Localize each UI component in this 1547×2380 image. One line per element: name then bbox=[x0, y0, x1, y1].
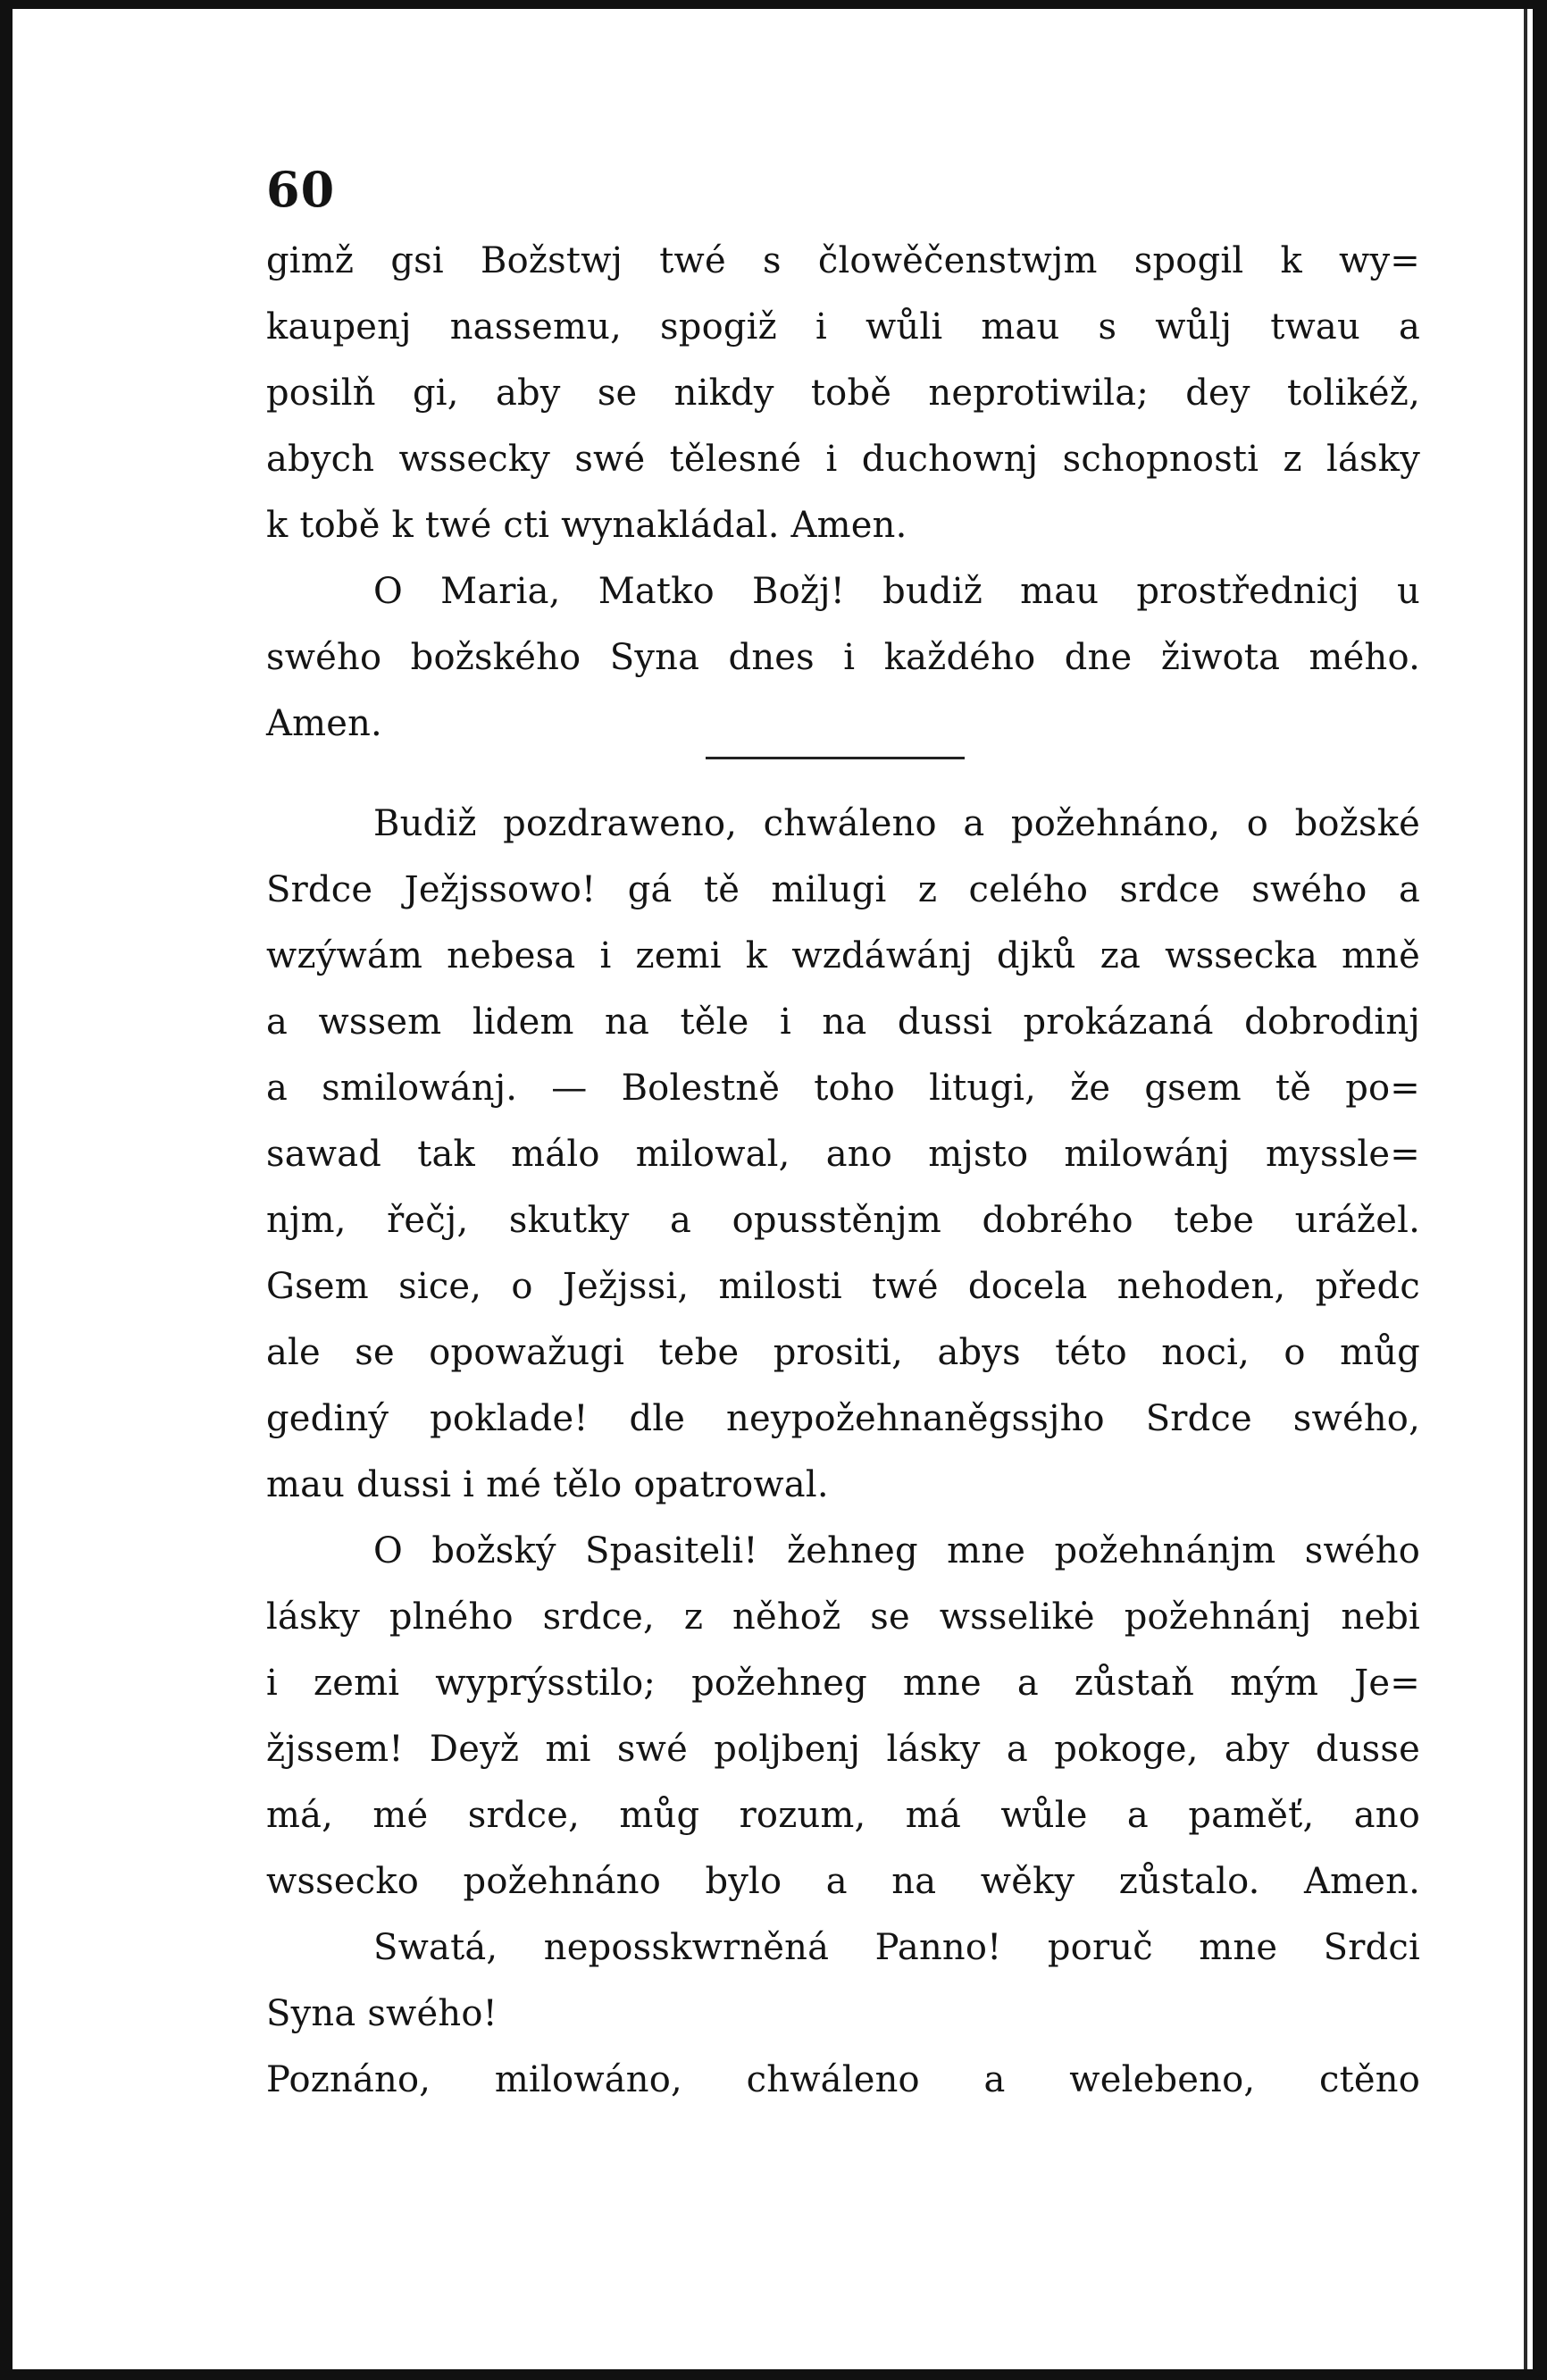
text-line: wzýwám nebesa i zemi k wzdáwánj djků za wssecka mně bbox=[266, 935, 1420, 976]
text-line: O Maria, Matko Božj! budiž mau prostřednicj u bbox=[373, 571, 1420, 612]
text-line: abych wssecky swé tělesné i duchownj schopnosti z lásky bbox=[266, 439, 1420, 480]
text-line: wssecko požehnáno bylo a na wěky zůstalo. Amen. bbox=[266, 1861, 1420, 1902]
text-line: žjssem! Deyž mi swé poljbenj lásky a pokoge, aby dusse bbox=[266, 1729, 1420, 1770]
text-line: a wssem lidem na těle i na dussi prokázaná dobrodinj bbox=[266, 1001, 1420, 1043]
text-line: Syna swého! bbox=[266, 1993, 498, 2034]
text-line: O božský Spasiteli! žehneg mne požehnánjm swého bbox=[373, 1530, 1420, 1571]
page-number: 60 bbox=[266, 161, 336, 218]
text-block-top bbox=[266, 228, 1420, 757]
text-line: swého božského Syna dnes i každého dne žiwota mého. bbox=[266, 637, 1420, 678]
text-line: a smilowánj. — Bolestně toho litugi, že gsem tě po= bbox=[266, 1068, 1420, 1109]
text-line: mau dussi i mé tělo opatrowal. bbox=[266, 1464, 829, 1505]
text-line: posilň gi, aby se nikdy tobě neprotiwila; dey tolikéž, bbox=[266, 373, 1420, 414]
text-line: Gsem sice, o Ježjssi, milosti twé docela nehoden, předc bbox=[266, 1266, 1420, 1307]
text-line: Swatá, neposskwrněná Panno! poruč mne Srdci bbox=[373, 1927, 1420, 1968]
scan-edge-shadow bbox=[1524, 9, 1527, 2369]
text-line: njm, řečj, skutky a opusstěnjm dobrého tebe urážel. bbox=[266, 1200, 1420, 1241]
text-line: Amen. bbox=[266, 703, 382, 744]
text-line: i zemi wyprýsstilo; požehneg mne a zůstaň mým Je= bbox=[266, 1663, 1420, 1704]
text-line: Srdce Ježjssowo! gá tě milugi z celého srdce swého a bbox=[266, 869, 1420, 910]
section-divider bbox=[706, 757, 965, 759]
text-line: Budiž pozdraweno, chwáleno a požehnáno, o božské bbox=[373, 803, 1420, 844]
text-line: sawad tak málo milowal, ano mjsto milowánj myssle= bbox=[266, 1134, 1420, 1175]
text-line: kaupenj nassemu, spogiž i wůli mau s wůlj twau a bbox=[266, 306, 1420, 348]
text-line: gimž gsi Božstwj twé s člowěčenstwjm spogil k wy= bbox=[266, 240, 1420, 281]
text-line: Poznáno, milowáno, chwáleno a welebeno, ctěno bbox=[266, 2059, 1420, 2100]
text-line: lásky plného srdce, z něhož se wsselikė požehnánj nebi bbox=[266, 1596, 1420, 1638]
text-line: ale se opowažugi tebe prositi, abys této noci, o můg bbox=[266, 1332, 1420, 1373]
text-block-bottom bbox=[266, 791, 1420, 2113]
text-line: gediný poklade! dle neypožehnaněgssjho Srdce swého, bbox=[266, 1398, 1420, 1439]
text-line: k tobě k twé cti wynakládal. Amen. bbox=[266, 505, 907, 546]
text-line: má, mé srdce, můg rozum, má wůle a paměť, ano bbox=[266, 1795, 1420, 1836]
